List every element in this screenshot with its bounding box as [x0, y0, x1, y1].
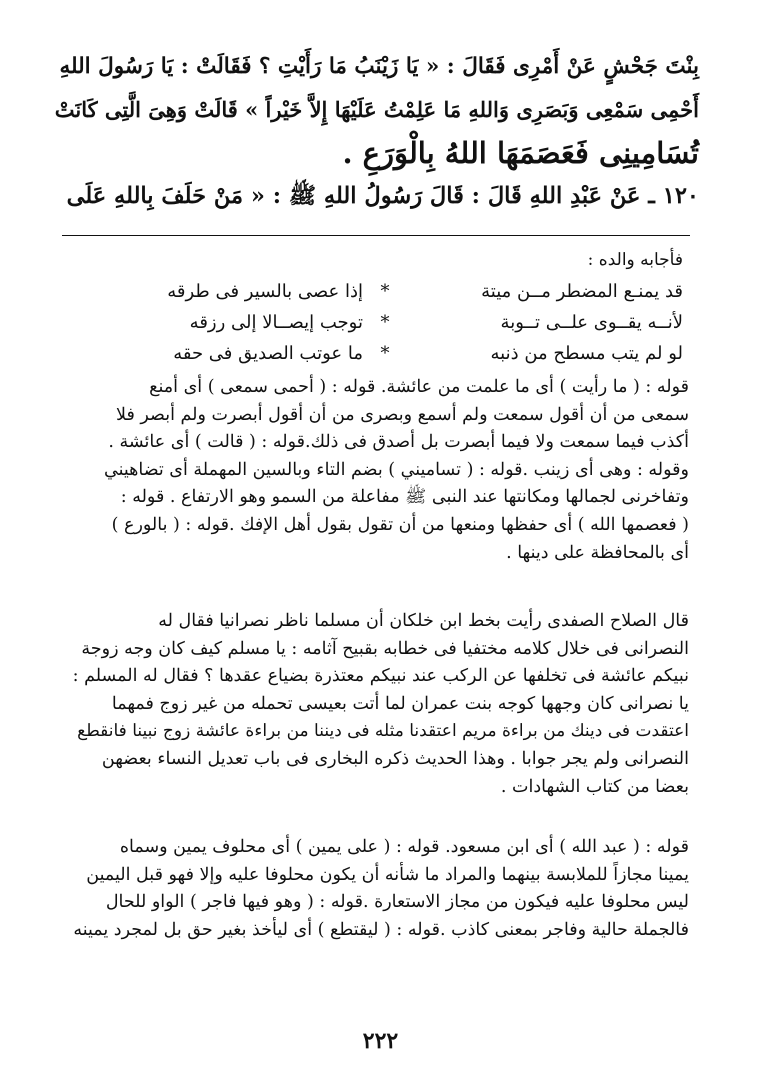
verse-first-half: لأنــه يقــوى علــى تــوبة — [500, 312, 683, 333]
text-line: ( فعصمها الله ) أى حفظها ومنعها من أن تقول بقول أهل الإفك .قوله : ( بالورع ) — [111, 514, 689, 535]
verse-separator-star: * — [380, 312, 390, 333]
text-line: النصرانى ولم يجر جوابا . وهذا الحديث ذكره البخارى فى باب تعديل النساء بعضهن — [101, 748, 689, 769]
text-line: يمينا مجازاً للملابسة بينهما والمراد ما شأنه أن يكون محلوفا عليه وإلا فهو قبل اليمين — [86, 864, 689, 885]
verse-second-half: توجب إيصــالا إلى رزقه — [189, 312, 363, 333]
section-divider — [62, 235, 690, 236]
hadith-line: ١٢٠ ـ عَنْ عَبْدِ اللهِ قَالَ : قَالَ رَسُولُ اللهِ ﷺ : « مَنْ حَلَفَ بِاللهِ عَلَى — [66, 183, 699, 209]
verse-separator-star: * — [380, 281, 390, 302]
text-line: نبيكم عائشة فى تخلفها عن الركب عند نبيكم معتذرة بضياع عقدها ؟ فقال له المسلم : — [72, 666, 689, 687]
poem-verse — [0, 340, 761, 370]
verse-second-half: ما عوتب الصديق فى حقه — [173, 343, 363, 364]
verse-first-half: لو لم يتب مسطح من ذنبه — [490, 343, 683, 364]
text-line: وقوله : وهى أى زينب .قوله : ( تساميني ) بضم التاء وبالسين المهملة أى تضاهيني — [103, 459, 689, 480]
text-line: قوله : ( عبد الله ) أى ابن مسعود. قوله : ( على يمين ) أى محلوف يمين وسماه — [119, 837, 689, 857]
text-line: سمعى من أن أقول سمعت ولم أسمع وبصرى من أن أقول أبصرت ولم أبصر فلا — [116, 404, 689, 425]
text-line: قال الصلاح الصفدى رأيت بخط ابن خلكان أن مسلما ناظر نصرانيا فقال له — [158, 611, 689, 631]
text-line: يا نصرانى كان وجهها كوجه بنت عمران لما أتت بعيسى تحمله من غير زوج فمهما — [111, 693, 689, 714]
page-number: ٢٢٢ — [362, 1028, 399, 1054]
text-line: أكذب فيما سمعت ولا فيما أبصرت بل أصدق فى ذلك.قوله : ( قالت ) أى عائشة . — [108, 432, 689, 453]
commentary-paragraph — [69, 834, 689, 944]
text-line: النصرانى فى خلال كلامه مختفيا فى خطابه بقبيح آثامه : يا مسلم كيف كان وجه زوجة — [81, 638, 689, 659]
poem-verse — [0, 278, 761, 308]
text-line: اعتقدت فى دينك من براءة مريم اعتقدنا مثله فى ديننا من براءة عائشة زوج نبينا فانقطع — [77, 721, 689, 742]
commentary-paragraph — [69, 608, 689, 801]
verse-first-half: قد يمنـع المضطر مــن ميتة — [481, 281, 683, 302]
commentary-intro: فأجابه والده : — [587, 250, 683, 270]
poem-verse — [0, 309, 761, 339]
text-line: بعضا من كتاب الشهادات . — [500, 776, 689, 797]
text-line: وتفاخرنى لجمالها ومكانتها عند النبى ﷺ مفاعلة من السمو وهو الارتفاع . قوله : — [120, 487, 689, 508]
text-line: فالجملة حالية وفاجر بمعنى كاذب .قوله : ( ليقتطع ) أى ليأخذ بغير حق بل لمجرد يمينه — [73, 919, 689, 940]
commentary-paragraph — [69, 374, 689, 567]
text-line: قوله : ( ما رأيت ) أى ما علمت من عائشة. قوله : ( أحمى سمعى ) أى أمنع — [149, 377, 689, 397]
text-line: أى بالمحافظة على دينها . — [506, 542, 689, 563]
hadith-line: بِنْتَ جَحْشٍ عَنْ أَمْرِى فَقَالَ : « يَا زَيْنَبُ مَا رَأَيْتِ ؟ فَقَالَتْ : يَا رَسُولَ اللهِ — [59, 54, 699, 79]
verse-second-half: إذا عصى بالسير فى طرقه — [167, 281, 363, 302]
text-line: ليس محلوفا عليه فيكون من مجاز الاستعارة .قوله : ( وهو فيها فاجر ) الواو للحال — [105, 892, 689, 913]
hadith-line: تُسَامِينِى فَعَصَمَهَا اللهُ بِالْوَرَعِ . — [342, 136, 699, 170]
verse-separator-star: * — [380, 343, 390, 364]
hadith-line: أَحْمِى سَمْعِى وَبَصَرِى وَاللهِ مَا عَلِمْتُ عَلَيْهَا إِلاَّ خَيْراً » قَالَتْ وَهِىَ الَّتِى كَانَتْ — [54, 97, 699, 122]
